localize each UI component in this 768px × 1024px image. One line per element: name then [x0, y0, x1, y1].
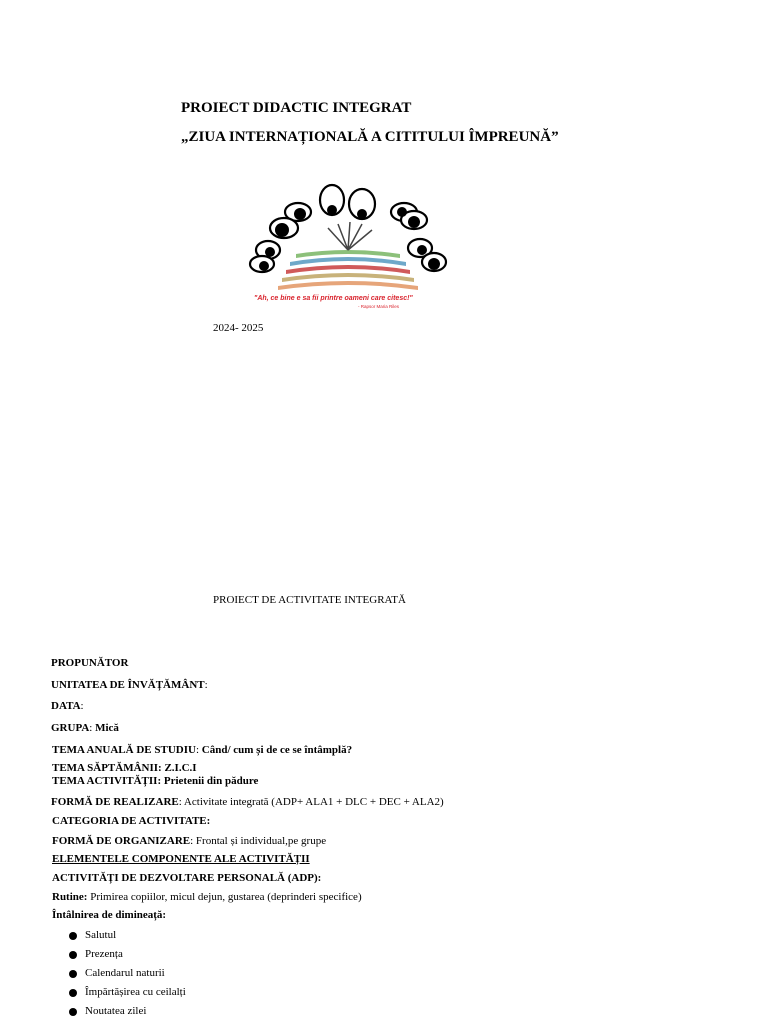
bullet-dot-icon: [69, 989, 77, 997]
school-year: 2024- 2025: [213, 322, 264, 334]
list-item: Calendarul naturii: [85, 967, 165, 979]
forma-realizare-row: [51, 796, 444, 808]
tema-anuala-separator: :: [195, 744, 202, 756]
logo-author: - Rapsor Maria Riles: [358, 304, 400, 309]
list-item: Prezența: [85, 948, 123, 960]
data-label: DATA: [51, 700, 81, 712]
rutine-label: Rutine:: [52, 891, 88, 903]
document-subtitle-quote: „ZIUA INTERNAȚIONALĂ A CITITULUI ÎMPREUNĂ”: [181, 129, 559, 145]
tema-anuala-row: [52, 744, 352, 756]
forma-organizare-label: FORMĂ DE ORGANIZARE: [52, 835, 191, 847]
elementele-heading: ELEMENTELE COMPONENTE ALE ACTIVITĂȚII: [52, 853, 310, 865]
bullet-dot-icon: [69, 1008, 77, 1016]
grupa-value: Mică: [95, 722, 119, 734]
unitate-separator: :: [204, 679, 208, 691]
categoria-label: CATEGORIA DE ACTIVITATE:: [52, 815, 211, 827]
logo-quote: "Ah, ce bine e sa fii printre oameni care citesc!": [254, 295, 413, 302]
bullet-dot-icon: [69, 951, 77, 959]
tema-saptamanii: TEMA SĂPTĂMÂNII: Z.I.C.I: [52, 762, 197, 774]
data-separator: :: [80, 700, 84, 712]
book-stack-icon: [278, 222, 418, 290]
list-item: Împărtășirea cu ceilalți: [85, 986, 186, 998]
data-row: [51, 700, 84, 712]
grupa-label: GRUPA: [51, 722, 90, 734]
grupa-row: [51, 722, 119, 734]
bullet-dot-icon: [69, 970, 77, 978]
reading-day-logo: [238, 176, 458, 312]
tema-activitatii-value: Prietenii din pădure: [163, 775, 259, 787]
unitate-row: [51, 679, 208, 691]
propunator-label: PROPUNĂTOR: [51, 657, 129, 669]
forma-organizare-value: : Frontal și individual,pe grupe: [190, 835, 327, 847]
rutine-row: [52, 891, 362, 903]
tema-activitatii-label: TEMA ACTIVITĂȚII:: [52, 775, 164, 787]
tema-anuala-value: Când/ cum și de ce se întâmplă?: [201, 744, 353, 756]
list-item: Salutul: [85, 929, 117, 941]
list-item: Noutatea zilei: [85, 1005, 147, 1017]
forma-organizare-row: [52, 835, 326, 847]
tema-anuala-label: TEMA ANUALĂ DE STUDIU: [52, 744, 196, 756]
activity-project-heading: PROIECT DE ACTIVITATE INTEGRATĂ: [213, 594, 406, 606]
document-title: PROIECT DIDACTIC INTEGRAT: [181, 100, 412, 116]
forma-realizare-value: : Activitate integrată (ADP+ ALA1 + DLC + DEC + ALA2): [178, 796, 444, 808]
unitate-label: UNITATEA DE ÎNVĂȚĂMÂNT: [51, 679, 205, 691]
bullet-dot-icon: [69, 932, 77, 940]
grupa-separator: :: [89, 722, 96, 734]
adp-heading: ACTIVITĂȚI DE DEZVOLTARE PERSONALĂ (ADP):: [52, 872, 322, 884]
tema-activitatii-row: [52, 775, 258, 787]
forma-realizare-label: FORMĂ DE REALIZARE: [51, 796, 179, 808]
rutine-value: Primirea copiilor, micul dejun, gustarea (deprinderi specifice): [87, 891, 362, 903]
intalnirea-heading: Întâlnirea de dimineață:: [52, 909, 167, 921]
